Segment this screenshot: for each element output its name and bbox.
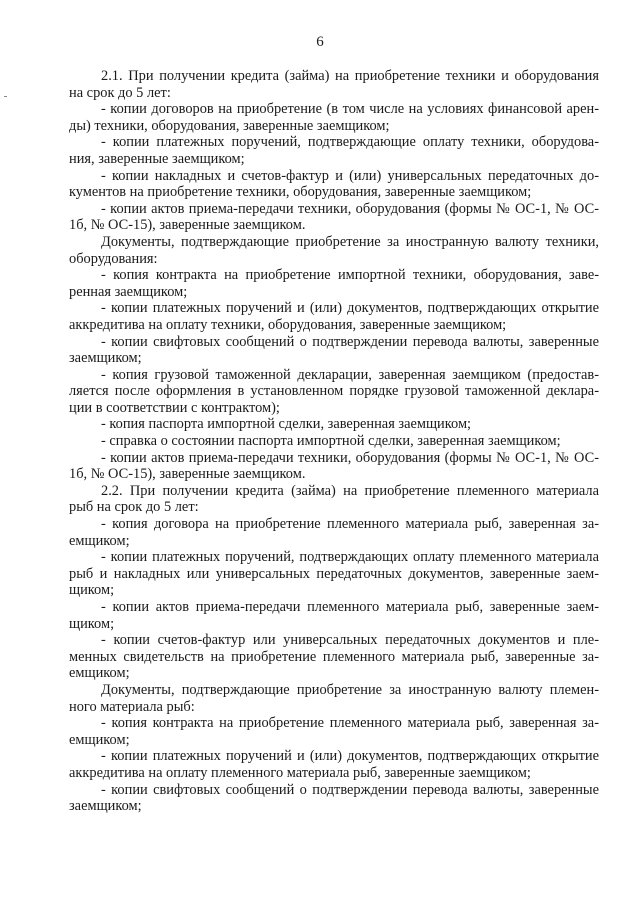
text-line: 2.2. При получении кредита (займа) на приобретение племенного материала — [101, 482, 599, 499]
text-line: заемщиком; — [69, 798, 142, 815]
text-line: - копии свифтовых сообщений о подтверждении перевода валюты, заверенные — [101, 781, 599, 798]
text-line: емщиком; — [69, 532, 130, 549]
text-line: кументов на приобретение техники, оборудования, заверенные заемщиком; — [69, 184, 532, 201]
document-body — [69, 68, 599, 815]
text-line: рыб и накладных или универсальных передаточных документов, заверенные заем- — [69, 565, 599, 582]
text-line: - копии счетов-фактур или универсальных передаточных документов и пле- — [101, 632, 599, 649]
text-line: - копии договоров на приобретение (в том числе на условиях финансовой арен- — [101, 101, 599, 118]
text-line: ния, заверенные заемщиком; — [69, 150, 245, 167]
text-line: ляется после оформления в установленном порядке грузовой таможенной деклара- — [69, 383, 599, 400]
text-line: - копии актов приема-передачи техники, оборудования (формы № ОС-1, № ОС- — [101, 200, 599, 217]
text-line: менных свидетельств на приобретение племенного материала рыб, заверенные за- — [69, 648, 599, 665]
text-line: ции в соответствии с контрактом); — [69, 399, 280, 416]
text-line: - копии актов приема-передачи техники, оборудования (формы № ОС-1, № ОС- — [101, 449, 599, 466]
text-line: - копии платежных поручений, подтверждающие оплату техники, оборудова- — [101, 134, 599, 151]
text-line: - копии платежных поручений, подтверждающих оплату племенного материала — [101, 549, 599, 566]
text-line: - копии накладных и счетов-фактур и (или) универсальных передаточных до- — [101, 167, 599, 184]
text-line: ды) техники, оборудования, заверенные заемщиком; — [69, 117, 390, 134]
text-line: емщиком; — [69, 665, 130, 682]
text-line: - копии платежных поручений и (или) документов, подтверждающих открытие — [101, 748, 599, 765]
text-line: заемщиком; — [69, 350, 142, 367]
text-line: на срок до 5 лет: — [69, 84, 171, 101]
text-line: ренная заемщиком; — [69, 283, 188, 300]
text-line: - копия контракта на приобретение импортной техники, оборудования, заве- — [101, 267, 599, 284]
text-line: ного материала рыб: — [69, 698, 195, 715]
text-line: щиком; — [69, 582, 115, 599]
text-line: оборудования: — [69, 250, 158, 267]
text-line: аккредитива на оплату племенного материала рыб, заверенные заемщиком; — [69, 764, 531, 781]
text-line: - копии актов приема-передачи племенного материала рыб, заверенные заем- — [101, 599, 599, 615]
text-line: - копия грузовой таможенной декларации, заверенная заемщиком (предостав- — [101, 366, 599, 383]
text-line: емщиком; — [69, 731, 130, 748]
text-line: - копия договора на приобретение племенного материала рыб, заверенная за- — [101, 516, 599, 533]
text-line: - копия паспорта импортной сделки, заверенная заемщиком; — [101, 416, 472, 433]
text-line: - копии платежных поручений и (или) документов, подтверждающих открытие — [101, 300, 599, 317]
text-line: - справка о состоянии паспорта импортной сделки, заверенная заемщиком; — [101, 433, 561, 450]
text-line: рыб на срок до 5 лет: — [69, 499, 199, 516]
text-line: 1б, № ОС-15), заверенные заемщиком. — [69, 466, 306, 483]
margin-mark — [4, 96, 7, 97]
text-line: 1б, № ОС-15), заверенные заемщиком. — [69, 217, 306, 234]
text-line: аккредитива на оплату техники, оборудования, заверенные заемщиком; — [69, 316, 507, 333]
text-line: 2.1. При получении кредита (займа) на приобретение техники и оборудования — [101, 68, 599, 84]
text-line: - копия контракта на приобретение племенного материала рыб, заверенная за- — [101, 715, 599, 732]
text-line: Документы, подтверждающие приобретение за иностранную валюту племен- — [101, 681, 599, 698]
text-line: - копии свифтовых сообщений о подтверждении перевода валюты, заверенные — [101, 333, 599, 350]
text-line: Документы, подтверждающие приобретение за иностранную валюту техники, — [101, 233, 599, 250]
text-line: щиком; — [69, 615, 115, 632]
page-number: 6 — [316, 34, 324, 50]
